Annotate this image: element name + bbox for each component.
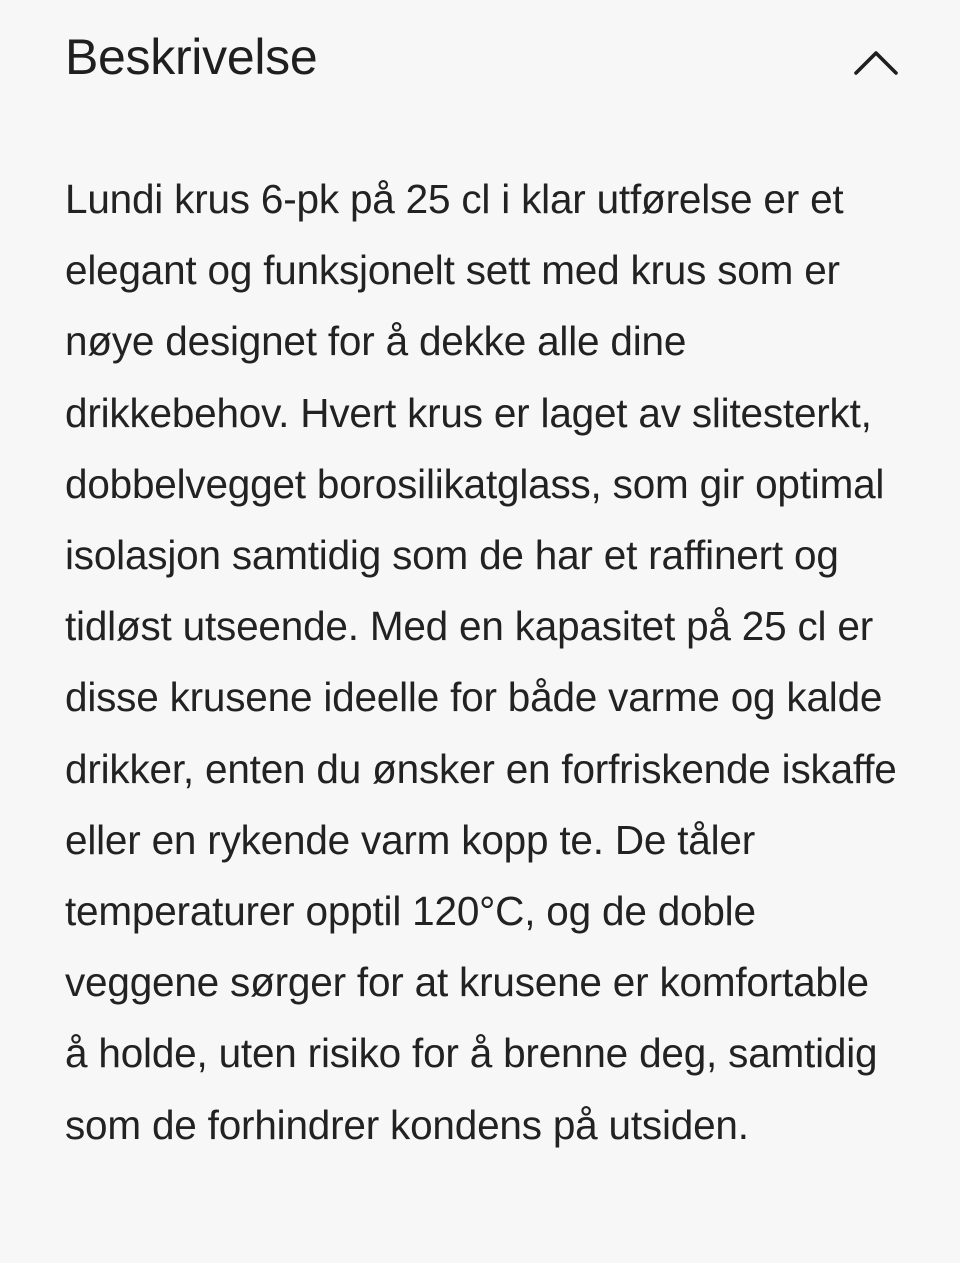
accordion-body xyxy=(65,120,900,1161)
product-description: Lundi krus 6-pk på 25 cl i klar utførelse er et elegant og funksjonelt sett med krus som er nøye designet for å dekke alle dine drikkebehov. Hvert krus er laget av slitesterkt, dobbelvegget borosilikatglass, som gir optimal isolasjon samtidig som de har et raffinert og tidløst utseende. Med en kapasitet på 25 cl er disse krusene ideelle for både varme og kalde drikker, enten du ønsker en forfriskende iskaffe eller en rykende varm kopp te. De tåler temperaturer opptil 120°C, og de doble veggene sørger for at krusene er komfortable å holde, uten risiko for å brenne deg, samtidig som de forhindrer kondens på utsiden. xyxy=(65,176,897,1148)
accordion-header[interactable] xyxy=(65,0,900,120)
chevron-up-icon[interactable] xyxy=(852,38,900,86)
section-title: Beskrivelse xyxy=(65,29,318,85)
